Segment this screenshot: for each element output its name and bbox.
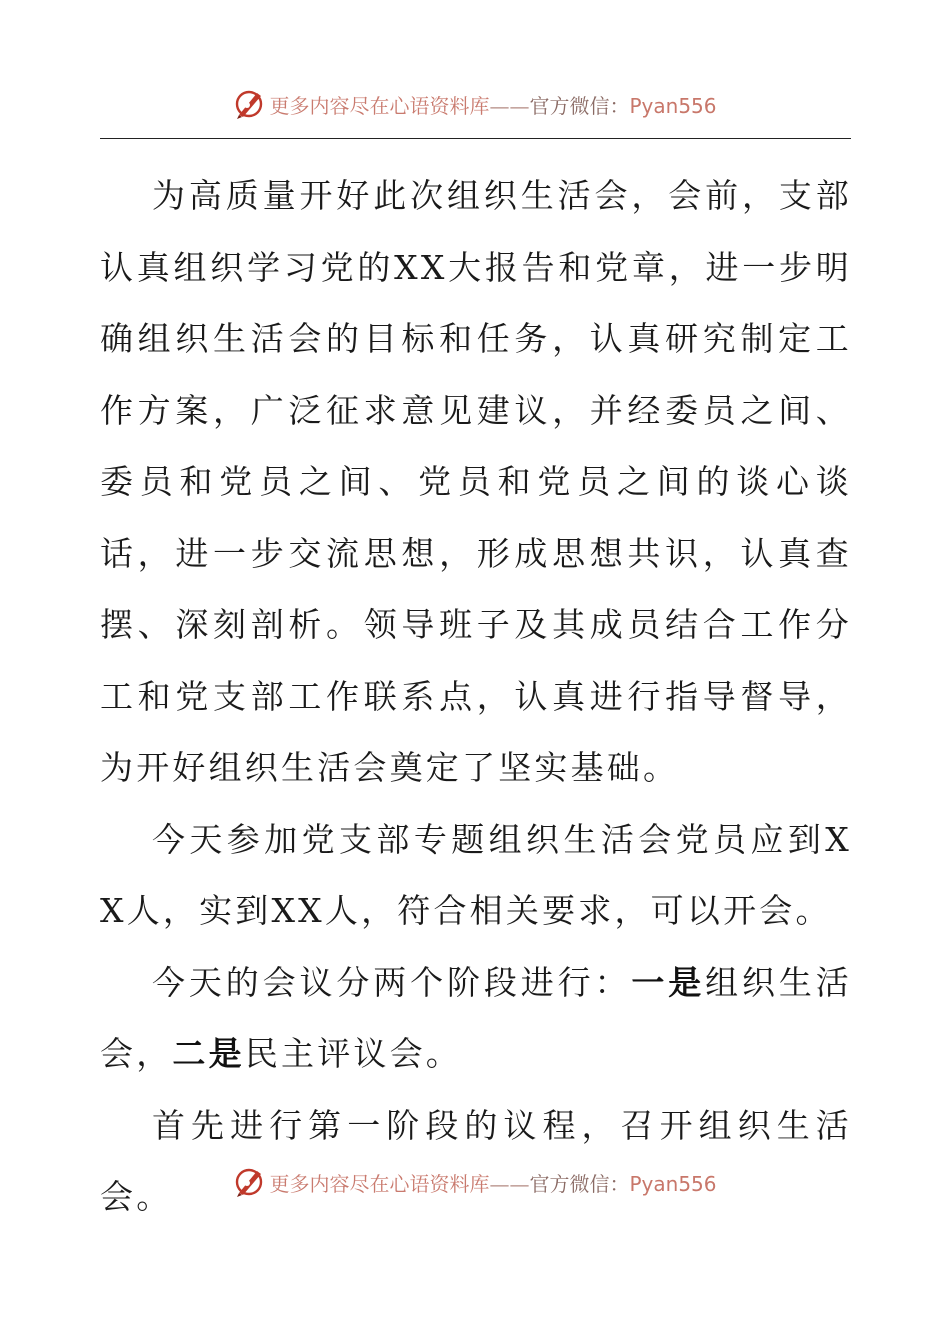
paragraph-attendance: 今天参加党支部专题组织生活会党员应到XX人，实到XX人，符合相关要求，可以开会。 <box>100 819 852 930</box>
header-banner <box>0 84 950 124</box>
paragraph-agenda <box>100 947 852 1090</box>
pen-logo-icon <box>233 87 267 121</box>
banner-wechat-label: 官方微信： <box>529 93 630 118</box>
banner-wechat-label: 官方微信： <box>529 1171 630 1196</box>
banner-wechat-id: Pyan556 <box>629 1171 717 1196</box>
paragraph-preparation: 为高质量开好此次组织生活会，会前，支部认真组织学习党的XX大报告和党章，进一步明确组织生活会的目标和任务，认真研究制定工作方案，广泛征求意见建议，并经委员之间、委员和党员之间、党员和党员之间的谈心谈话，进一步交流思想，形成思想共识，认真查摆、深刻剖析。领导班子及其成员结合工作分工和党支部工作联系点，认真进行指导督导，为开好组织生活会奠定了坚实基础。 <box>100 176 852 787</box>
agenda-text-3: 民主评议会。 <box>244 1034 463 1073</box>
agenda-bold-1: 一是 <box>631 962 706 1002</box>
banner-text <box>269 1168 716 1197</box>
paragraph-first-stage: 首先进行第一阶段的议程，召开组织生活会。 <box>100 1105 852 1216</box>
agenda-bold-2: 二是 <box>172 1034 245 1073</box>
banner-wechat-id: Pyan556 <box>629 93 717 118</box>
pen-logo-icon <box>233 1165 267 1199</box>
banner-separator: —— <box>489 93 530 118</box>
header-divider <box>100 138 851 139</box>
banner-separator: —— <box>489 1171 530 1196</box>
agenda-text-2: 组织生活会， <box>100 962 853 1073</box>
banner-text <box>269 90 716 119</box>
banner-main-text: 更多内容尽在心语资料库 <box>269 93 490 118</box>
document-body <box>100 160 852 1233</box>
banner-main-text: 更多内容尽在心语资料库 <box>269 1171 490 1196</box>
agenda-text-1: 今天的会议分两个阶段进行： <box>152 962 632 1002</box>
footer-banner <box>0 1162 950 1202</box>
